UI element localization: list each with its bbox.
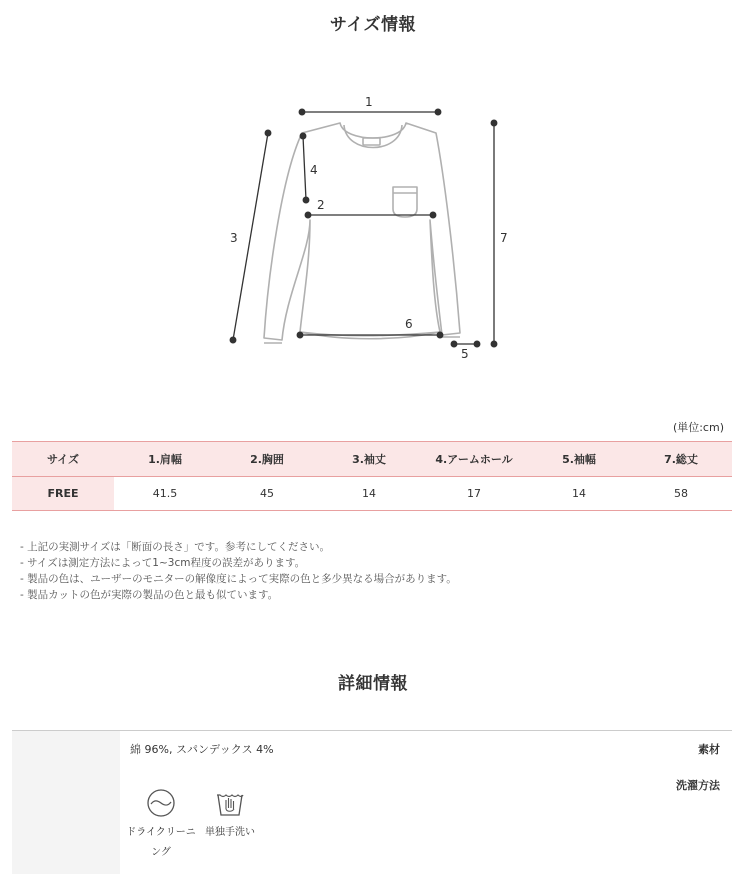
header-sleeve-length: 3.袖丈: [318, 442, 420, 477]
note-item: - 製品カットの色が実際の製品の色と最も似ています。: [20, 589, 279, 601]
total-length-value: 58: [630, 477, 732, 511]
care-item-dry-clean: [126, 787, 196, 863]
sleeve-width-value: 14: [528, 477, 630, 511]
care-item-hand-wash: [200, 787, 260, 843]
header-armhole: 4.アームホール: [420, 442, 528, 477]
care-label: 洗濯方法: [676, 779, 720, 792]
hand-wash-icon: [214, 787, 246, 819]
note-item: - 製品の色は、ユーザーのモニターの解像度によって実際の色と多少異なる場合があります。: [20, 573, 457, 585]
material-label: 素材: [698, 743, 720, 756]
diagram-label-6: 6: [405, 317, 413, 331]
note-item: - サイズは測定方法によって1~3cm程度の誤差があります。: [20, 557, 306, 569]
armhole-value: 17: [420, 477, 528, 511]
sleeve-length-value: 14: [318, 477, 420, 511]
table-header-row: [12, 442, 732, 477]
diagram-label-7: 7: [500, 231, 508, 245]
garment-measurement-diagram: [222, 85, 522, 365]
header-sleeve-width: 5.袖幅: [528, 442, 630, 477]
header-total-length: 7.総丈: [630, 442, 732, 477]
header-chest: 2.胸囲: [216, 442, 318, 477]
chest-value: 45: [216, 477, 318, 511]
dry-clean-icon: [145, 787, 177, 819]
header-size: サイズ: [12, 442, 114, 477]
diagram-label-3: 3: [230, 231, 238, 245]
care-item-label: ドライクリーニ: [126, 827, 196, 838]
header-shoulder: 1.肩幅: [114, 442, 216, 477]
detail-label-column: [12, 731, 120, 874]
table-row: [12, 477, 732, 511]
note-item: - 上記の実測サイズは「断面の長さ」です。参考にしてください。: [20, 541, 330, 553]
detail-info-title: 詳細情報: [338, 674, 408, 694]
size-notes: [20, 539, 457, 603]
diagram-label-2: 2: [317, 198, 325, 212]
material-value: 綿 96%, スパンデックス 4%: [130, 743, 274, 756]
diagram-label-5: 5: [461, 347, 469, 361]
detail-info-table: [12, 730, 732, 874]
size-table: [12, 441, 732, 511]
diagram-label-4: 4: [310, 163, 318, 177]
diagram-label-1: 1: [365, 95, 373, 109]
unit-note: (単位:cm): [672, 421, 724, 434]
care-item-label-cont: ング: [151, 847, 171, 858]
size-cell: FREE: [12, 477, 114, 511]
shoulder-value: 41.5: [114, 477, 216, 511]
size-info-title: サイズ情報: [329, 15, 417, 35]
care-item-label: 単独手洗い: [205, 827, 255, 838]
